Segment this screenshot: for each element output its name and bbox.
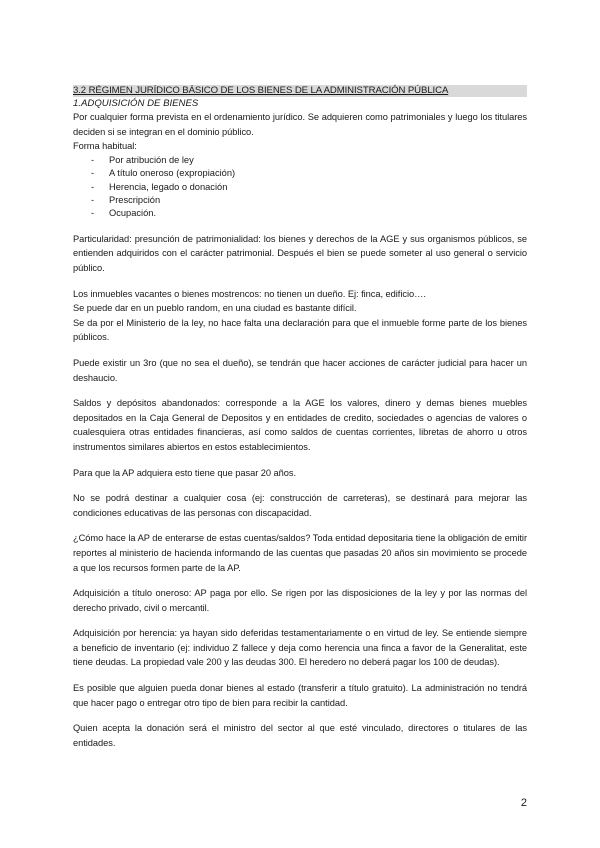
destino-paragraph: No se podrá destinar a cualquier cosa (ej: construcción de carreteras), se destinará para mejorar las condiciones educativas de las personas con discapacidad. [73,493,527,518]
particularidad-paragraph: Particularidad: presunción de patrimonialidad: los bienes y derechos de la AGE y sus organismos públicos, se entienden adquiridos con el carácter patrimonial. Después el bien se puede someter al uso general o servicio público. [73,233,527,273]
list-item: - Prescripción [73,194,527,207]
forma-habitual-label: Forma habitual: [73,141,137,152]
forms-list [73,154,527,221]
mostrencos-line-2: Se puede dar en un pueblo random, en una ciudad es bastante difícil. [73,303,357,314]
mostrencos-line-1: Los inmuebles vacantes o bienes mostrencos: no tienen un dueño. Ej: finca, edificio…. [73,288,426,299]
pregunta-paragraph: ¿Cómo hace la AP de enterarse de estas cuentas/saldos? Toda entidad depositaria tiene la obligación de emitir reportes al ministerio de hacienda informando de las cuentas que pasadas 20 años sin movimiento se procede a que los recursos formen parte de la AP. [73,533,527,573]
tercero-paragraph: Puede existir un 3ro (que no sea el dueño), se tendrán que hacer acciones de carácter judicial para hacer un deshaucio. [73,357,527,383]
mostrencos-line-3: Se da por el Ministerio de la ley, no hace falta una declaración para que el inmueble forme parte de los bienes públicos. [73,317,527,343]
list-item: - Herencia, legado o donación [73,181,527,194]
acepta-paragraph: Quien acepta la donación será el ministro del sector al que esté vinculado, directores o titulares de las entidades. [73,723,527,748]
section-title: 3.2 RÉGIMEN JURÍDICO BÁSICO DE LOS BIENES DE LA ADMINISTRACIÓN PÚBLICA [73,85,527,97]
page-number: 2 [520,797,527,809]
herencia-paragraph: Adquisición por herencia: ya hayan sido deferidas testamentariamente o en virtud de ley. Se entiende siempre a beneficio de inventario (ej: individuo Z fallece y deja como herencia una finca a favor de la Generalitat, este tiene deudas. La propiedad vale 200 y las deudas 300. El heredero no deberá pagar los 100 de deudas). [73,628,527,668]
list-item: - Ocupación. [73,207,527,220]
subsection-title: 1.ADQUISICIÓN DE BIENES [73,98,199,109]
veinte-anos-paragraph: Para que la AP adquiera esto tiene que pasar 20 años. [73,467,297,478]
saldos-paragraph: Saldos y depósitos abandonados: corresponde a la AGE los valores, dinero y demas bienes muebles depositados en la Caja General de Depositos y en entidades de credito, sociedades o agencias de valores o cualesquiera otras entidades financieras, así como saldos de cuentas corrientes, libretas de ahorro u otros instrumentos similares abiertos en estos establecimientos. [73,398,527,452]
oneroso-paragraph: Adquisición a título oneroso: AP paga por ello. Se rigen por las disposiciones de la ley y por las normas del derecho privado, civil o mercantil. [73,588,527,613]
intro-paragraph: Por cualquier forma prevista en el ordenamiento jurídico. Se adquieren como patrimoniales y luego los titulares deciden si se integran en el dominio público. [73,112,527,137]
document-body [73,85,527,750]
list-item: - Por atribución de ley [73,154,527,167]
list-item: - A título oneroso (expropiación) [73,167,527,180]
donar-paragraph: Es posible que alguien pueda donar bienes al estado (transferir a título gratuito). La administración no tendrá que hacer pago o entregar otro tipo de bien para recibir la cantidad. [73,683,527,708]
